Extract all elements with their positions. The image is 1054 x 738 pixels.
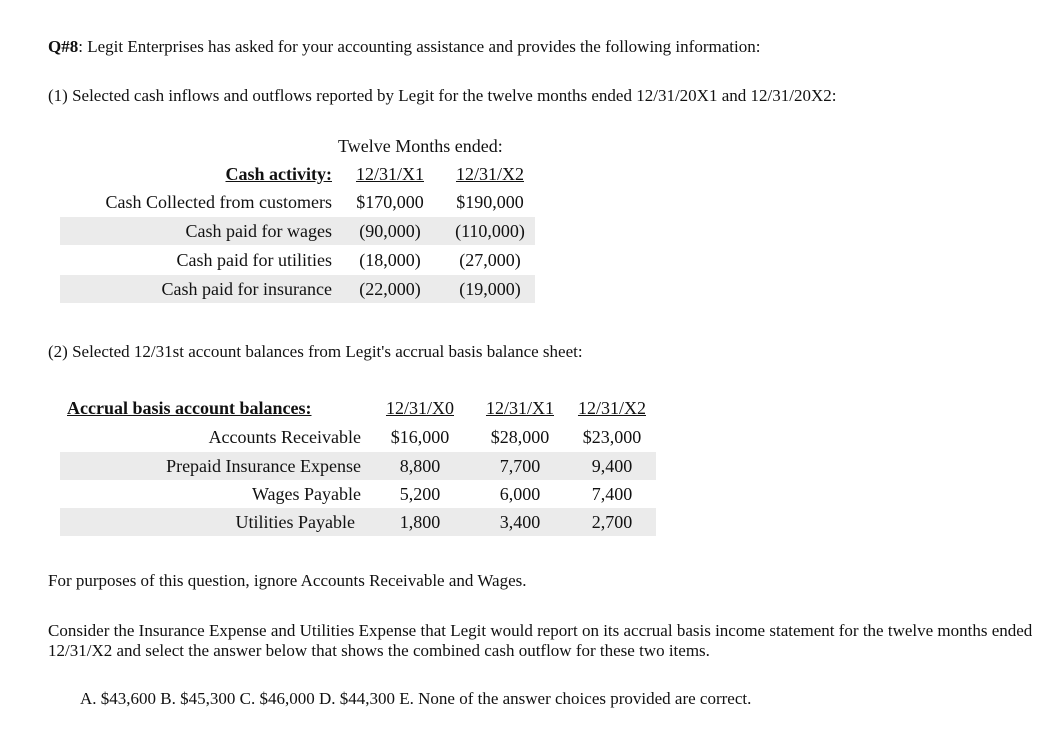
cash-row-x2: (27,000) [459, 250, 521, 270]
cash-row [60, 188, 535, 216]
cash-row-label: Cash Collected from customers [105, 192, 332, 212]
accrual-row-x2: 2,700 [591, 512, 633, 532]
accrual-row-label: Prepaid Insurance Expense [166, 456, 361, 476]
item1-text: (1) Selected cash inflows and outflows reported by Legit for the twelve months ended 12/31/20X1 and 12/31/20X2: [48, 86, 837, 105]
accrual-row-x0: $16,000 [390, 427, 450, 447]
cash-row [60, 246, 535, 274]
accrual-col-x1: 12/31/X1 [485, 398, 554, 418]
ignore-note: For purposes of this question, ignore Accounts Receivable and Wages. [48, 571, 527, 590]
accrual-row-x1: $28,000 [490, 427, 550, 447]
accrual-header-row [60, 394, 656, 422]
cash-row-x1: (90,000) [359, 221, 421, 241]
accrual-row-x1: 7,700 [499, 456, 541, 476]
cash-row-label: Cash paid for insurance [161, 279, 332, 299]
accrual-row-x0: 1,800 [399, 512, 441, 532]
cash-col-x1: 12/31/X1 [355, 164, 424, 184]
accrual-row-x0: 8,800 [399, 456, 441, 476]
accrual-row-label: Utilities Payable [235, 512, 355, 532]
question-intro: : Legit Enterprises has asked for your accounting assistance and provides the following information: [78, 37, 761, 56]
accrual-row-x0: 5,200 [399, 484, 441, 504]
cash-row-x1: (18,000) [359, 250, 421, 270]
accrual-header-label: Accrual basis account balances: [67, 398, 312, 418]
accrual-row-x2: 7,400 [591, 484, 633, 504]
cash-row-label: Cash paid for utilities [176, 250, 332, 270]
accrual-row-x1: 6,000 [499, 484, 541, 504]
accrual-row-label: Accounts Receivable [208, 427, 361, 447]
accrual-row [60, 480, 656, 508]
accrual-row-x2: 9,400 [591, 456, 633, 476]
cash-col-x2: 12/31/X2 [455, 164, 524, 184]
cash-row-x1: (22,000) [359, 279, 421, 299]
accrual-row [60, 508, 656, 536]
question-heading [48, 37, 760, 57]
answer-choices: A. $43,600 B. $45,300 C. $46,000 D. $44,300 E. None of the answer choices provided are correct. [80, 689, 752, 708]
cash-header-label: Cash activity: [225, 164, 332, 184]
accrual-row-x1: 3,400 [499, 512, 541, 532]
cash-row [60, 275, 535, 303]
accrual-row-label: Wages Payable [251, 484, 361, 504]
question-number: Q#8 [48, 37, 79, 56]
accrual-row-x2: $23,000 [582, 427, 642, 447]
cash-row-x1: $170,000 [356, 192, 424, 212]
cash-header-row [60, 160, 535, 188]
cash-row-label: Cash paid for wages [185, 221, 332, 241]
cash-table-title: Twelve Months ended: [338, 136, 503, 156]
cash-row [60, 217, 535, 245]
accrual-col-x0: 12/31/X0 [385, 398, 454, 418]
accrual-col-x2: 12/31/X2 [577, 398, 646, 418]
accrual-row [60, 452, 656, 480]
cash-row-x2: (110,000) [455, 221, 525, 241]
consider-text: Consider the Insurance Expense and Utilities Expense that Legit would report on its accrual basis income statement for the twelve months ended 12/31/X2 and select the answer below that shows the combined cash outflow for these two items. [48, 621, 1033, 660]
accrual-row [60, 423, 656, 451]
cash-row-x2: (19,000) [459, 279, 521, 299]
cash-row-x2: $190,000 [456, 192, 524, 212]
item2-text: (2) Selected 12/31st account balances from Legit's accrual basis balance sheet: [48, 342, 583, 361]
